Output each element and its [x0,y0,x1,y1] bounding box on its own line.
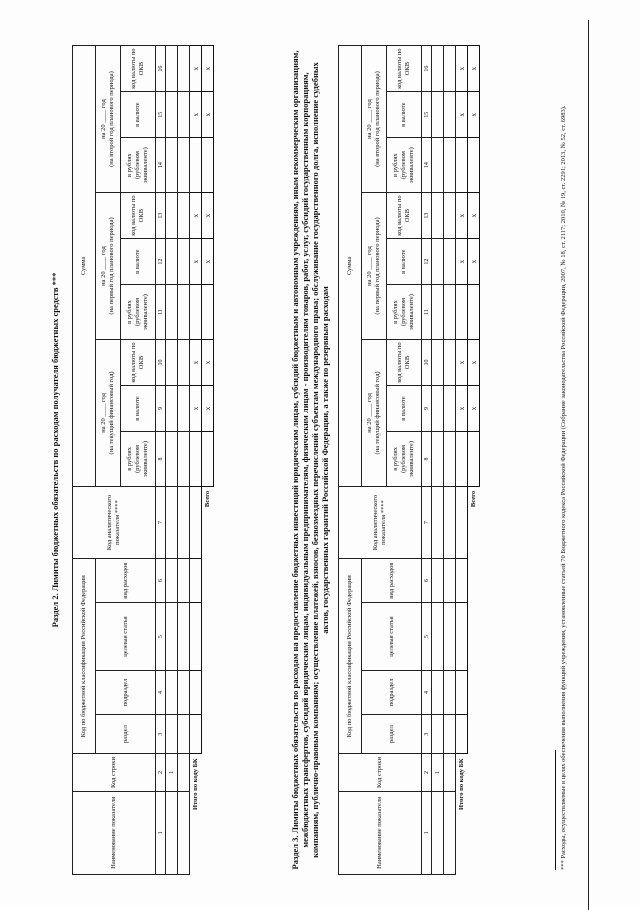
column-number: 10 [156,339,166,385]
header-row-code: Код строки [339,754,422,791]
column-number: 15 [156,92,166,138]
cell [432,339,444,385]
x-mark: x [190,193,202,239]
spacer [202,559,214,875]
cell [456,603,468,671]
column-number: 4 [156,671,166,715]
total-by-bk-row [190,46,202,875]
column-number: 2 [156,754,166,791]
header-okv: код валюты по ОКВ [387,46,422,92]
cell [456,559,468,603]
cell [432,285,444,340]
cell [178,92,190,138]
x-mark: x [190,239,202,285]
rotated-landscape-content [40,20,600,880]
cell [456,285,468,340]
year-suffix: год [100,246,107,256]
cell [166,432,178,487]
year-suffix: год [366,393,373,402]
cell [444,285,456,340]
header-rub: в рублях (рублевом эквиваленте) [387,432,422,487]
year-plan1-label: (на первый год планового периода) [374,217,381,315]
cell [178,193,190,239]
cell [190,285,202,340]
year-prefix: на 20 [366,418,373,433]
year-prefix: на 20 [100,124,107,139]
header-sum: Сумма [339,46,362,487]
table-row [432,46,444,875]
cell [468,432,480,487]
header-rub: в рублях (рублевом эквиваленте) [387,285,422,340]
x-mark: x [468,386,480,432]
x-mark: x [456,386,468,432]
cell [456,486,468,558]
total-by-bk-label: Итого по коду БК [191,758,199,810]
x-mark: x [202,92,214,138]
x-mark: x [190,46,202,92]
cell [166,92,178,138]
scan-edge-line [588,20,589,910]
header-rub: в рублях (рублевом эквиваленте) [387,138,422,193]
column-number: 7 [422,486,432,558]
header-bk-code: Код по бюджетной классификации Российской Федерации [339,559,362,754]
cell [166,239,178,285]
column-number: 8 [156,432,166,487]
total-all-label: Всего [469,490,477,508]
cell [444,432,456,487]
cell [444,239,456,285]
x-mark: x [456,92,468,138]
x-mark: x [456,46,468,92]
header-analytic-code: Код аналитического показателя **** [73,486,156,558]
column-number: 11 [156,285,166,340]
column-number: 7 [156,486,166,558]
table-row [178,46,190,875]
column-number: 4 [422,671,432,715]
cell [444,193,456,239]
header-name: Наименование показателя [339,791,422,874]
year-prefix: на 20 [100,418,107,433]
cell [178,46,190,92]
x-mark: x [202,386,214,432]
header-razdel: раздел [96,714,156,753]
cell [178,386,190,432]
column-number: 5 [422,603,432,671]
cell [456,432,468,487]
cell [178,138,190,193]
column-number: 14 [422,138,432,193]
row-code-cell: 1 [166,754,178,791]
year-current-label: (на текущий финансовый год) [108,371,115,455]
cell [166,486,178,558]
cell [166,285,178,340]
cell [432,486,444,558]
cell [178,339,190,385]
x-mark: x [468,193,480,239]
cell [456,138,468,193]
section-2-title: Раздел 2. Лимиты бюджетных обязательств по расходам получателя бюджетных средств *** [50,272,60,628]
header-okv: код валюты по ОКВ [121,339,156,385]
header-year-plan2: на 20 ____ год (на второй год планового периода) [96,46,121,193]
cell [456,671,468,715]
header-rub: в рублях (рублевом эквиваленте) [121,285,156,340]
cell [178,559,190,603]
column-number: 15 [422,92,432,138]
column-number: 3 [156,714,166,753]
cell [202,285,214,340]
x-mark: x [202,193,214,239]
section-2-table [72,45,214,875]
cell [178,285,190,340]
x-mark: x [190,92,202,138]
cell [432,239,444,285]
header-okv: код валюты по ОКВ [121,46,156,92]
x-mark: x [190,339,202,385]
column-number: 11 [422,285,432,340]
year-suffix: год [366,246,373,256]
header-analytic-code: Код аналитического показателя **** [339,486,422,558]
year-suffix: год [100,99,107,109]
x-mark: x [456,239,468,285]
cell [444,138,456,193]
x-mark: x [468,339,480,385]
total-all-label: Всего [203,490,211,508]
x-mark: x [456,339,468,385]
cell [444,603,456,671]
column-number: 1 [156,791,166,874]
cell [444,714,456,753]
x-mark: x [468,46,480,92]
column-number: 16 [422,46,432,92]
year-suffix: год [100,393,107,402]
total-by-bk-row [456,46,468,875]
total-by-bk-label: Итого по коду БК [457,758,465,810]
cell [468,285,480,340]
cell [178,714,190,753]
cell [166,386,178,432]
cell [166,603,178,671]
year-plan2-label: (на второй год планового периода) [374,71,381,167]
cell [432,138,444,193]
header-row-code: Код строки [73,754,156,791]
x-mark: x [468,92,480,138]
year-current-label: (на текущий финансовый год) [374,371,381,455]
cell [190,432,202,487]
cell [432,386,444,432]
cell [190,138,202,193]
column-number: 6 [156,559,166,603]
footnote: *** Расходы, осуществляемые в целях обеспечения выполнения функций учреждения, установленные статьей 70 Бюджетного кодекса Российской Федерации (Собрание законодательства Российской Федерации, 2007, № 18, ст. 2117; 2010, № 19, ст. 2291; 2013, № 52, ст. 6983). [560,105,567,870]
cell [178,432,190,487]
total-all-row [468,46,480,875]
header-val: в валюте [387,92,422,138]
cell [178,603,190,671]
cell [166,559,178,603]
cell [444,791,456,874]
total-all-row [202,46,214,875]
cell [456,714,468,753]
cell [166,46,178,92]
cell [468,138,480,193]
column-number: 12 [156,239,166,285]
column-number: 9 [422,386,432,432]
header-celevaya: целевая статья [96,603,156,671]
cell [178,671,190,715]
column-number: 1 [422,791,432,874]
column-number: 10 [422,339,432,385]
header-okv: код валюты по ОКВ [387,193,422,239]
cell [166,671,178,715]
cell [202,138,214,193]
cell [444,92,456,138]
table-row [444,46,456,875]
cell [444,339,456,385]
header-vid: вид расходов [96,559,156,603]
cell [444,559,456,603]
header-val: в валюте [387,386,422,432]
cell [444,46,456,92]
cell [432,46,444,92]
column-number: 3 [422,714,432,753]
column-number: 5 [156,603,166,671]
cell [178,486,190,558]
cell [190,486,202,558]
header-year-plan1: на 20 ____ год (на первый год планового периода) [362,193,387,340]
cell [444,486,456,558]
year-plan2-label: (на второй год планового периода) [108,71,115,167]
header-year-current: на 20 ____ год (на текущий финансовый год) [362,339,387,486]
header-celevaya: целевая статья [362,603,422,671]
x-mark: x [456,193,468,239]
year-plan1-label: (на первый год планового периода) [108,217,115,315]
cell [432,791,444,874]
row-code-cell: 1 [432,754,444,791]
column-number: 16 [156,46,166,92]
header-year-current: на 20 ____ год (на текущий финансовый год) [96,339,121,486]
cell [190,714,202,753]
header-val: в валюте [121,239,156,285]
year-prefix: на 20 [100,271,107,286]
cell [432,559,444,603]
cell [432,603,444,671]
header-val: в валюте [121,386,156,432]
cell [178,239,190,285]
header-okv: код валюты по ОКВ [387,339,422,385]
cell [190,603,202,671]
header-name: Наименование показателя [73,791,156,874]
column-number: 13 [422,193,432,239]
header-val: в валюте [387,239,422,285]
cell [166,791,178,874]
cell [432,92,444,138]
section-3-title: Раздел 3. Лимиты бюджетных обязательств по расходам на предоставление бюджетных инвестиций юридическим лицам, субсидий бюджетным и автономным учреждениям, иным некоммерческим организациям, межбюджетных трансфертов, субсидий юридическим лицам, индивидуальным предпринимателям, физическим лицам - производителям товаров, работ, услуг, субсидий государственным корпорациям, компаниям, публично-правовым компаниям; осуществление платежей, взносов, безвозмездных перечислений субъектам международного права; обслуживание государственного долга, исполнение судебных актов, государственных гарантий Российской Федерации, а также по резервным расходам [290,50,330,870]
x-mark: x [202,339,214,385]
year-prefix: на 20 [366,271,373,286]
column-number: 12 [422,239,432,285]
x-mark: x [190,386,202,432]
header-rub: в рублях (рублевом эквиваленте) [121,138,156,193]
x-mark: x [468,239,480,285]
cell [190,671,202,715]
cell [432,432,444,487]
year-prefix: на 20 [366,124,373,139]
x-mark: x [202,239,214,285]
header-rub: в рублях (рублевом эквиваленте) [121,432,156,487]
column-number: 9 [156,386,166,432]
header-sum: Сумма [73,46,96,487]
column-number: 8 [422,432,432,487]
section-3-table [338,45,480,875]
footnote-separator [555,750,556,870]
cell [166,138,178,193]
header-year-plan2: на 20 ____ год (на второй год планового периода) [362,46,387,193]
x-mark: x [202,46,214,92]
cell [432,714,444,753]
cell [432,193,444,239]
cell [166,714,178,753]
table-row [166,46,178,875]
cell [444,671,456,715]
header-podrazdel: подраздел [96,671,156,715]
cell [190,559,202,603]
header-podrazdel: подраздел [362,671,422,715]
year-suffix: год [366,99,373,109]
cell [166,193,178,239]
cell [202,432,214,487]
header-bk-code: Код по бюджетной классификации Российской Федерации [73,559,96,754]
column-number: 14 [156,138,166,193]
column-number: 2 [422,754,432,791]
header-razdel: раздел [362,714,422,753]
column-number: 6 [422,559,432,603]
cell [432,671,444,715]
cell [444,386,456,432]
header-okv: код валюты по ОКВ [121,193,156,239]
column-number: 13 [156,193,166,239]
cell [166,339,178,385]
cell [178,754,190,791]
cell [178,791,190,874]
header-year-plan1: на 20 ____ год (на первый год планового периода) [96,193,121,340]
cell [444,754,456,791]
spacer [468,559,480,875]
header-vid: вид расходов [362,559,422,603]
header-val: в валюте [121,92,156,138]
